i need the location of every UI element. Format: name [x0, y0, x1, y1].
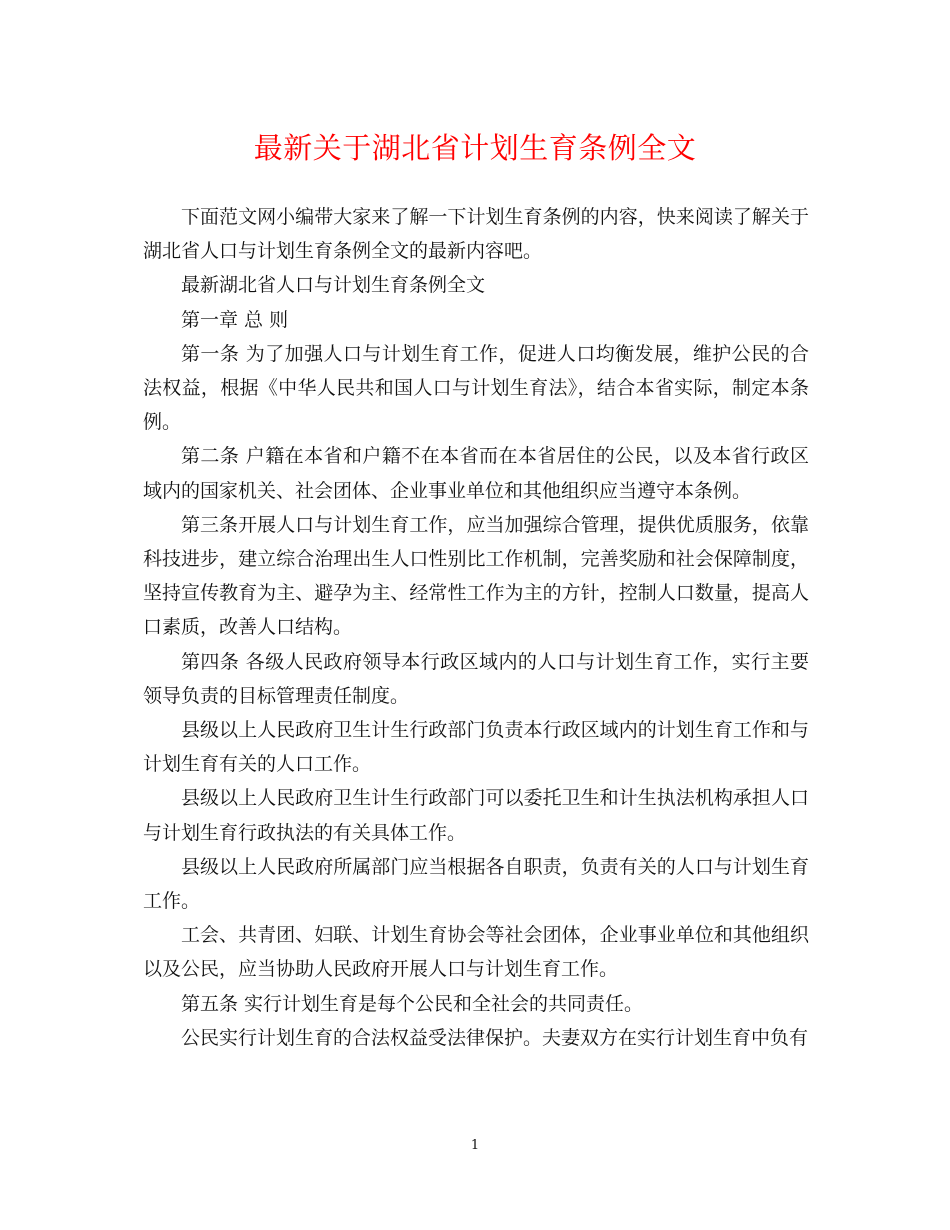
paragraph: 第一条 为了加强人口与计划生育工作，促进人口均衡发展，维护公民的合法权益，根据《中华人民共和国人口与计划生育法》，结合本省实际，制定本条例。	[143, 342, 809, 434]
paragraph: 第二条 户籍在本省和户籍不在本省而在本省居住的公民，以及本省行政区域内的国家机关、社会团体、企业事业单位和其他组织应当遵守本条例。	[143, 445, 809, 502]
document-title: 最新关于湖北省计划生育条例全文	[253, 131, 697, 165]
paragraph: 下面范文网小编带大家来了解一下计划生育条例的内容，快来阅读了解关于湖北省人口与计划生育条例全文的最新内容吧。	[143, 206, 809, 263]
paragraph: 第四条 各级人民政府领导本行政区域内的人口与计划生育工作，实行主要领导负责的目标管理责任制度。	[143, 650, 809, 707]
chapter-heading: 第一章 总 则	[181, 308, 289, 331]
paragraph: 公民实行计划生育的合法权益受法律保护。夫妻双方在实行计划生育中负有	[181, 1026, 809, 1049]
paragraph: 第三条开展人口与计划生育工作，应当加强综合管理，提供优质服务，依靠科技进步，建立综合治理出生人口性别比工作机制，完善奖励和社会保障制度，坚持宣传教育为主、避孕为主、经常性工作为主的方针，控制人口数量，提高人口素质，改善人口结构。	[143, 513, 809, 639]
paragraph: 县级以上人民政府卫生计生行政部门可以委托卫生和计生执法机构承担人口与计划生育行政执法的有关具体工作。	[143, 787, 809, 844]
document-body	[143, 200, 809, 1055]
paragraph: 第五条 实行计划生育是每个公民和全社会的共同责任。	[181, 992, 644, 1015]
paragraph: 最新湖北省人口与计划生育条例全文	[181, 274, 486, 297]
page-number: 1	[470, 1138, 480, 1153]
paragraph: 县级以上人民政府卫生计生行政部门负责本行政区域内的计划生育工作和与计划生育有关的人口工作。	[143, 719, 809, 776]
paragraph: 县级以上人民政府所属部门应当根据各自职责，负责有关的人口与计划生育工作。	[143, 855, 809, 913]
paragraph: 工会、共青团、妇联、计划生育协会等社会团体，企业事业单位和其他组织以及公民，应当协助人民政府开展人口与计划生育工作。	[143, 924, 809, 981]
